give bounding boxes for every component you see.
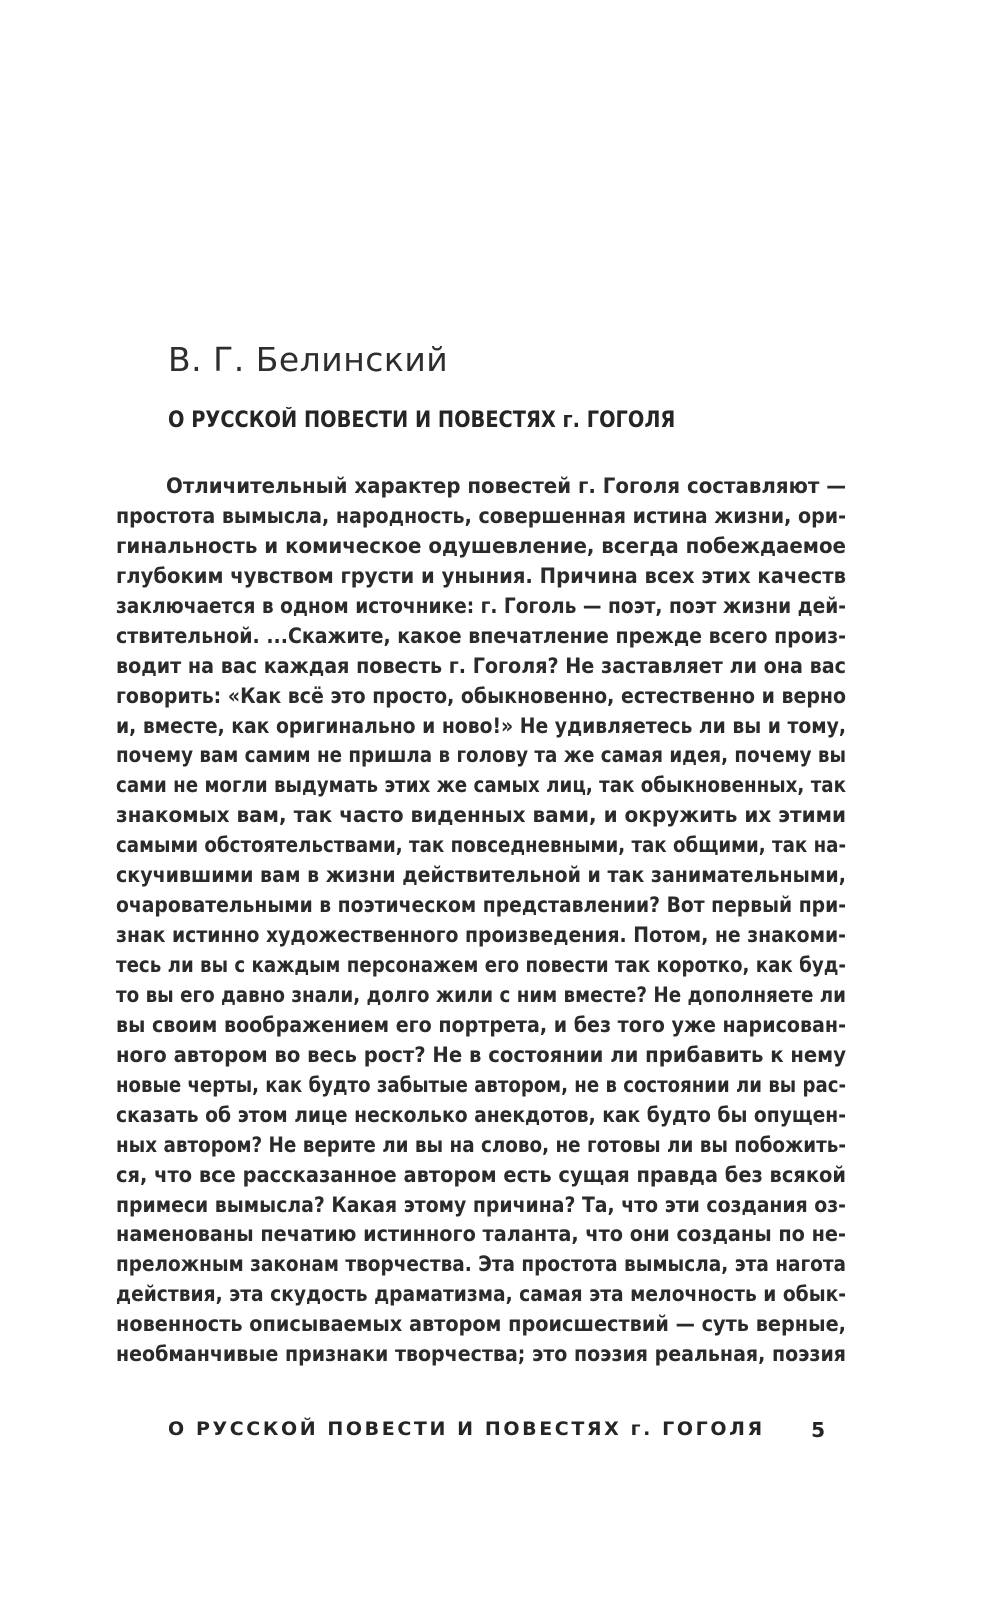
text-line: необманчивые признаки творчества; это поэзия реальная, поэзия xyxy=(116,1342,846,1367)
text-line: преложным законам творчества. Эта простота вымысла, эта нагота xyxy=(116,1252,846,1277)
text-line: то вы его давно знали, долго жили с ним вместе? Не дополняете ли xyxy=(116,982,846,1007)
page-footer xyxy=(168,1418,825,1448)
text-line: новенность описываемых автором происшествий — суть верные, xyxy=(116,1312,846,1337)
text-line: примеси вымысла? Какая этому причина? Та, что эти создания оз- xyxy=(116,1192,846,1217)
text-line: новые черты, как будто забытые автором, не в состоянии ли вы рас- xyxy=(116,1072,846,1097)
text-line: очаровательными в поэтическом представлении? Вот первый при- xyxy=(116,893,846,918)
chapter-title: О РУССКОЙ ПОВЕСТИ И ПОВЕСТЯХ г. ГОГОЛЯ xyxy=(168,408,676,433)
text-line: действия, эта скудость драматизма, самая эта мелочность и обык- xyxy=(116,1282,846,1307)
text-line: говорить: «Как всё это просто, обыкновенно, естественно и верно xyxy=(116,683,846,708)
running-head: О РУССКОЙ ПОВЕСТИ И ПОВЕСТЯХ г. ГОГОЛЯ xyxy=(168,1418,765,1440)
text-line: ся, что все рассказанное автором есть сущая правда без всякой xyxy=(116,1162,846,1187)
text-line: знак истинно художественного произведения. Потом, не знакоми- xyxy=(116,923,846,948)
text-line: наменованы печатию истинного таланта, что они созданы по не- xyxy=(116,1222,846,1247)
text-line: ных автором? Не верите ли вы на слово, не готовы ли вы побожить- xyxy=(116,1132,846,1157)
author-name: В. Г. Белинский xyxy=(168,340,449,379)
page-number: 5 xyxy=(811,1418,825,1442)
text-line: Отличительный характер повестей г. Гоголя составляют — xyxy=(166,474,846,498)
text-line: простота вымысла, народность, совершенная истина жизни, ори- xyxy=(116,503,846,528)
text-line: ного автором во весь рост? Не в состоянии ли прибавить к нему xyxy=(116,1042,846,1067)
text-line: почему вам самим не пришла в голову та же самая идея, почему вы xyxy=(116,743,846,768)
text-line: сами не могли выдумать этих же самых лиц, так обыкновенных, так xyxy=(116,773,846,798)
text-line: ствительной. ...Скажите, какое впечатление прежде всего произ- xyxy=(116,623,846,648)
text-line: и, вместе, как оригинально и ново!» Не удивляетесь ли вы и тому, xyxy=(116,713,846,738)
text-line: глубоким чувством грусти и уныния. Причина всех этих качеств xyxy=(116,563,846,588)
text-line: гинальность и комическое одушевление, всегда побеждаемое xyxy=(116,533,846,558)
text-line: водит на вас каждая повесть г. Гоголя? Не заставляет ли она вас xyxy=(116,653,846,678)
text-line: сказать об этом лице несколько анекдотов, как будто бы опущен- xyxy=(116,1102,846,1127)
body-paragraph xyxy=(116,472,846,1370)
text-line: тесь ли вы с каждым персонажем его повести так коротко, как буд- xyxy=(116,953,846,977)
text-line: скучившими вам в жизни действительной и так занимательными, xyxy=(116,863,846,888)
text-line: вы своим воображением его портрета, и без того уже нарисован- xyxy=(116,1012,846,1037)
text-line: заключается в одном источнике: г. Гоголь — поэт, поэт жизни дей- xyxy=(116,593,846,618)
text-line: знакомых вам, так часто виденных вами, и окружить их этими xyxy=(116,803,846,828)
text-line: самыми обстоятельствами, так повседневными, так общими, так на- xyxy=(116,833,846,858)
